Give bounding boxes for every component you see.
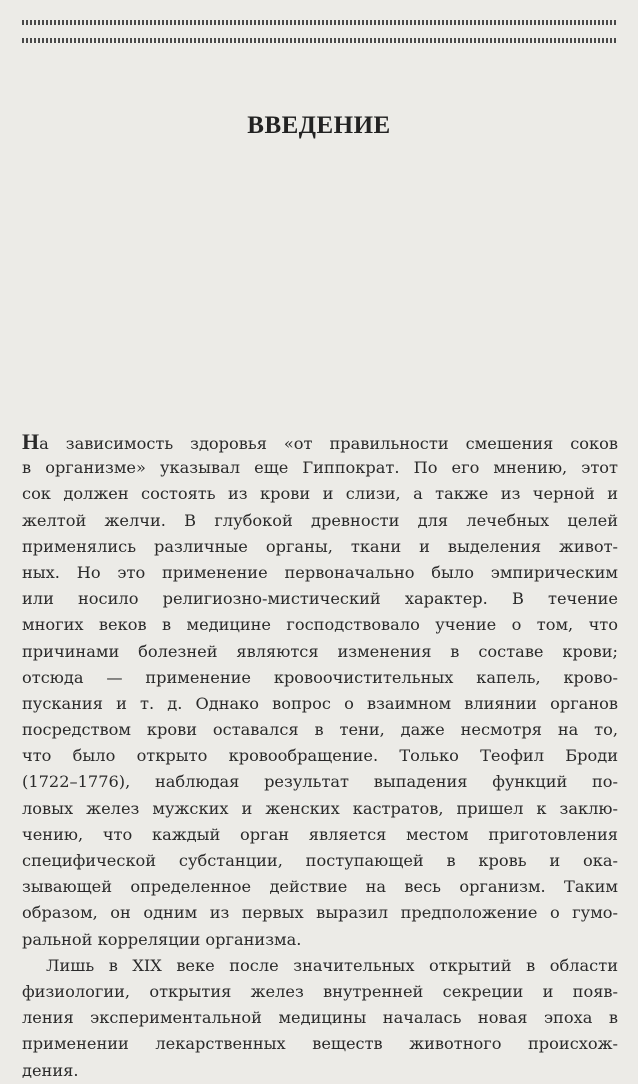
paragraph-line: причинами болезней являются изменения в составе крови;	[22, 641, 618, 661]
paragraph-line: зывающей определенное действие на весь организм. Таким	[22, 877, 618, 897]
paragraph-2	[22, 953, 618, 1084]
paragraph-line: сок должен состоять из крови и слизи, а также из черной и	[22, 484, 618, 504]
paragraph-line: ления экспериментальной медицины началась новая эпоха в	[22, 1008, 618, 1028]
paragraph-line: ральной корреляции организма.	[22, 929, 302, 949]
paragraph-line: физиологии, открытия желез внутренней секреции и появ-	[22, 981, 618, 1001]
paragraph-line: отсюда — применение кровоочистительных капель, крово-	[22, 667, 618, 687]
paragraph-line: желтой желчи. В глубокой древности для лечебных целей	[22, 510, 618, 530]
paragraph-line: многих веков в медицине господствовало учение о том, что	[22, 615, 618, 635]
paragraph-line: применялись различные органы, ткани и выделения живот-	[22, 536, 618, 556]
body-text	[22, 429, 618, 1084]
paragraph-line: ных. Но это применение первоначально было эмпирическим	[22, 562, 618, 582]
paragraph-line: ловых желез мужских и женских кастратов, пришел к заклю-	[22, 798, 618, 818]
paragraph-line: применении лекарственных веществ животного происхож-	[22, 1034, 618, 1054]
paragraph-line: что было открыто кровообращение. Только Теофил Броди	[22, 746, 618, 766]
drop-cap-letter: Н	[22, 429, 40, 454]
top-decorative-rule	[22, 20, 618, 25]
paragraph-1	[22, 429, 618, 953]
paragraph-line: Лишь в XIX веке после значительных открытий в области	[46, 955, 618, 975]
paragraph-1-line-1-text: а зависимость здоровья «от правильности смешения соков	[39, 434, 618, 453]
paragraph-line: посредством крови оставался в тени, даже несмотря на то,	[22, 720, 618, 740]
paragraph-1-line-1	[22, 429, 618, 455]
paragraph-line: пускания и т. д. Однако вопрос о взаимном влиянии органов	[22, 693, 618, 713]
paragraph-line: чению, что каждый орган является местом приготовления	[22, 824, 618, 844]
paragraph-line: (1722–1776), наблюдая результат выпадения функций по-	[22, 772, 618, 792]
paragraph-line: специфической субстанции, поступающей в кровь и ока-	[22, 851, 618, 870]
paragraph-line: образом, он одним из первых выразил предположение о гумо-	[22, 903, 618, 923]
paragraph-line: в организме» указывал еще Гиппократ. По его мнению, этот	[22, 458, 618, 478]
second-decorative-rule	[22, 38, 618, 43]
chapter-heading: ВВЕДЕНИЕ	[247, 112, 391, 139]
paragraph-line: или носило религиозно-мистический характер. В течение	[22, 589, 618, 609]
paragraph-line: дения.	[22, 1060, 79, 1080]
